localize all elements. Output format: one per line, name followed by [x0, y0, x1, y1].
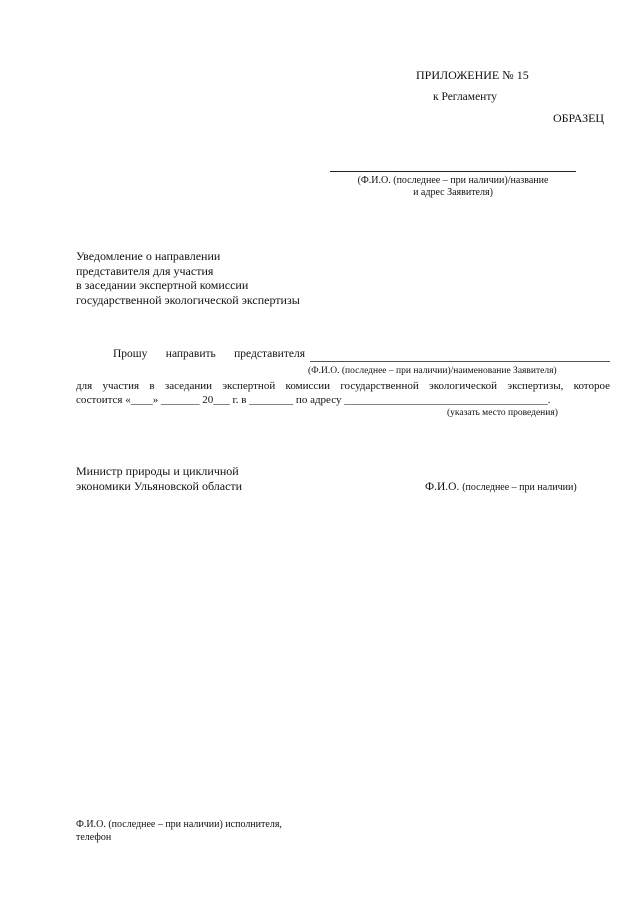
request-word-2: направить	[165, 348, 216, 360]
executor-line-1: Ф.И.О. (последнее – при наличии) исполнителя,	[76, 819, 282, 830]
addressee-caption-line1: (Ф.И.О. (последнее – при наличии)/название	[357, 175, 549, 186]
request-lead	[113, 348, 305, 360]
request-body-line-2: состоится «____» _______ 20___ г. в ________ по адресу _____________________________________.	[76, 394, 551, 406]
signatory-name-label: Ф.И.О.	[425, 481, 460, 493]
executor-footer	[76, 818, 282, 844]
position-line-1: Министр природы и цикличной	[76, 464, 239, 478]
addressee-caption	[330, 175, 576, 199]
sample-label: ОБРАЗЕЦ	[553, 111, 605, 125]
document-title	[76, 249, 300, 307]
position-line-2: экономики Ульяновской области	[76, 478, 243, 493]
applicant-blank-line	[310, 361, 610, 362]
title-line-3: в заседании экспертной комиссии	[76, 278, 249, 292]
addressee-caption-line2: и адрес Заявителя)	[413, 187, 493, 198]
request-body-line-1: для участия в заседании экспертной комиссии государственной экологической экспертизы, которое	[76, 380, 610, 392]
addressee-blank-line	[330, 171, 576, 172]
signatory-name	[425, 481, 577, 493]
signatory-name-caption: (последнее – при наличии)	[462, 482, 577, 493]
title-line-4: государственной экологической экспертизы	[76, 292, 300, 307]
appendix-number: ПРИЛОЖЕНИЕ № 15	[416, 68, 529, 82]
reglament-reference: к Регламенту	[433, 91, 497, 103]
request-word-3: представителя	[234, 348, 305, 360]
title-line-1: Уведомление о направлении	[76, 249, 221, 263]
applicant-caption: (Ф.И.О. (последнее – при наличии)/наименование Заявителя)	[308, 366, 557, 376]
signatory-position	[76, 464, 242, 493]
place-caption: (указать место проведения)	[447, 408, 558, 418]
executor-line-2: телефон	[76, 832, 112, 843]
title-line-2: представителя для участия	[76, 263, 214, 278]
request-word-1: Прошу	[113, 348, 148, 360]
